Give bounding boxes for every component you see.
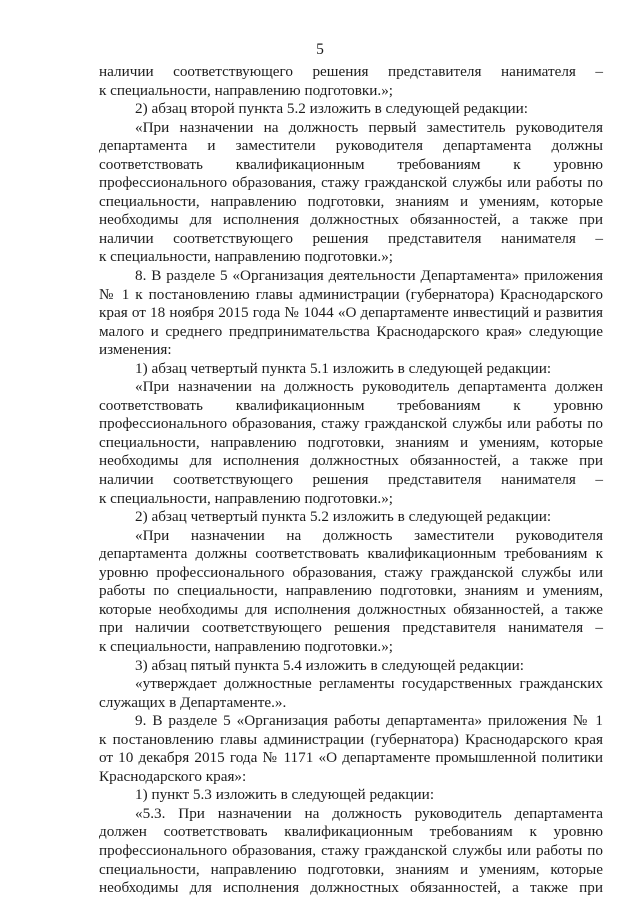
text-line: «5.3. При назначении на должность руководитель департамента: [135, 804, 603, 822]
text-line: 9. В разделе 5 «Организация работы департамента» приложения № 1: [135, 712, 603, 730]
text-line: должен соответствовать квалификационным требованиям к уровню: [99, 823, 603, 841]
text-line: департамента и заместители руководителя департамента должны: [99, 137, 603, 155]
text-line: профессионального образования, стажу гражданской службы или работы по: [99, 841, 603, 859]
text-line: соответствовать квалификационным требованиям к уровню: [99, 396, 603, 414]
document-body: [99, 63, 603, 898]
text-line: 3) абзац пятый пункта 5.4 изложить в следующей редакции:: [135, 656, 524, 674]
text-line: уровню профессионального образования, стажу гражданской службы или: [99, 563, 603, 581]
text-line: наличии соответствующего решения представителя нанимателя –: [99, 471, 603, 489]
text-line: специальности, направлению подготовки, знаниям и умениям, которые: [99, 433, 603, 451]
text-line: к специальности, направлению подготовки.»;: [99, 489, 394, 507]
text-line: 8. В разделе 5 «Организация деятельности Департамента» приложения: [135, 267, 603, 285]
text-line: необходимы для исполнения должностных обязанностей, а также при: [99, 211, 603, 229]
text-line: 2) абзац второй пункта 5.2 изложить в следующей редакции:: [135, 100, 529, 118]
text-line: «При назначении на должность заместители руководителя: [135, 526, 603, 544]
text-line: профессионального образования, стажу гражданской службы или работы по: [99, 174, 603, 192]
text-line: малого и среднего предпринимательства Краснодарского края» следующие: [99, 322, 603, 340]
text-line: специальности, направлению подготовки, знаниям и умениям, которые: [99, 192, 603, 210]
text-line: специальности, направлению подготовки, знаниям и умениям, которые: [99, 860, 603, 878]
text-line: к специальности, направлению подготовки.»;: [99, 248, 394, 266]
text-line: 2) абзац четвертый пункта 5.2 изложить в следующей редакции:: [135, 508, 552, 526]
text-line: которые необходимы для исполнения должностных обязанностей, а также: [99, 600, 603, 618]
text-line: наличии соответствующего решения представителя нанимателя –: [99, 63, 603, 80]
text-line: «При назначении на должность руководитель департамента должен: [135, 378, 603, 396]
text-line: от 10 декабря 2015 года № 1171 «О департаменте промышленной политики: [99, 749, 603, 767]
text-line: «утверждает должностные регламенты государственных гражданских: [135, 675, 603, 693]
text-line: служащих в Департаменте.».: [99, 693, 287, 711]
text-line: к постановлению главы администрации (губернатора) Краснодарского края: [99, 730, 603, 748]
text-line: 1) пункт 5.3 изложить в следующей редакции:: [135, 786, 435, 804]
text-line: необходимы для исполнения должностных обязанностей, а также при: [99, 879, 603, 897]
text-line: Краснодарского края»:: [99, 767, 247, 785]
text-line: к специальности, направлению подготовки.»;: [99, 81, 394, 99]
text-line: профессионального образования, стажу гражданской службы или работы по: [99, 415, 603, 433]
text-line: к специальности, направлению подготовки.»;: [99, 637, 394, 655]
text-line: при наличии соответствующего решения представителя нанимателя –: [99, 619, 603, 637]
text-line: необходимы для исполнения должностных обязанностей, а также при: [99, 452, 603, 470]
text-line: 1) абзац четвертый пункта 5.1 изложить в следующей редакции:: [135, 359, 552, 377]
text-line: работы по специальности, направлению подготовки, знаниям и умениям,: [99, 582, 603, 600]
text-line: соответствовать квалификационным требованиям к уровню: [99, 155, 603, 173]
page-number: 5: [316, 41, 324, 58]
text-line: наличии соответствующего решения представителя нанимателя –: [99, 229, 603, 247]
text-line: № 1 к постановлению главы администрации (губернатора) Краснодарского: [99, 285, 603, 303]
text-line: изменения:: [99, 341, 172, 359]
text-line: «При назначении на должность первый заместитель руководителя: [135, 118, 603, 136]
text-line: края от 18 ноября 2015 года № 1044 «О департаменте инвестиций и развития: [99, 304, 603, 322]
text-line: департамента должны соответствовать квалификационным требованиям к: [99, 545, 603, 563]
